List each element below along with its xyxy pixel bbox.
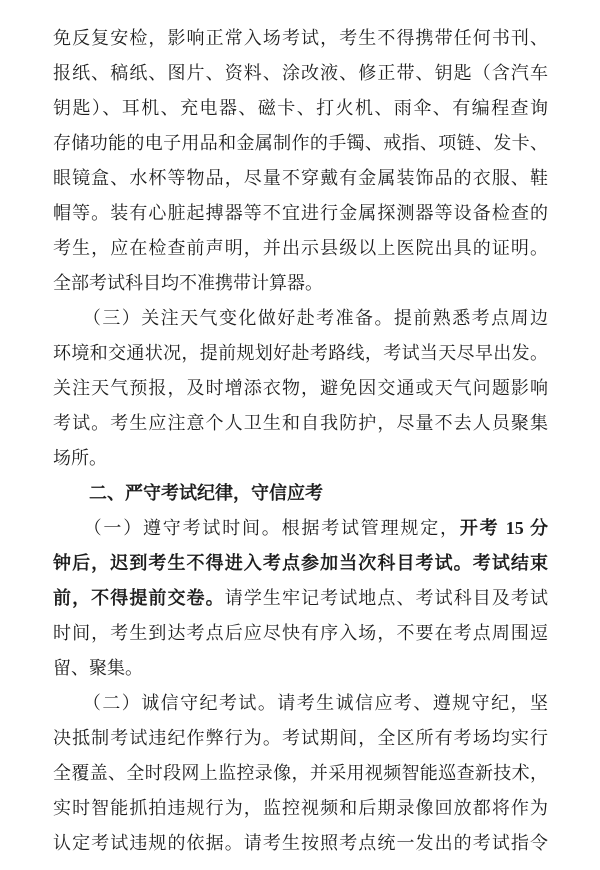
text-segment-bold: 二、严守考试纪律，守信应考: [53, 483, 323, 503]
text-segment: （三）关注天气变化做好赴考准备。提前熟悉考点周边: [53, 308, 548, 328]
text-segment: 全覆盖、全时段网上监控录像，并采用视频智能巡查新技术，: [53, 763, 548, 783]
text-segment: 关注天气预报，及时增添衣物，避免因交通或天气问题影响: [53, 378, 548, 398]
text-segment: 考生，应在检查前声明，并出示县级以上医院出具的证明。: [53, 238, 548, 258]
text-segment: 存储功能的电子用品和金属制作的手镯、戒指、项链、发卡、: [53, 133, 548, 153]
text-segment: 时间，考生到达考点后应尽快有序入场，不要在考点周围逗: [53, 623, 548, 643]
text-line: [53, 826, 548, 861]
text-segment: 免反复安检，影响正常入场考试，考生不得携带任何书刊、: [53, 28, 548, 48]
text-line: [53, 686, 548, 721]
text-line: [53, 546, 548, 581]
text-line: [53, 196, 548, 231]
text-line: [53, 161, 548, 196]
text-line: [53, 231, 548, 266]
text-segment: 场所。: [53, 448, 107, 468]
text-line: [53, 791, 548, 826]
text-line: [53, 721, 548, 756]
text-segment: 帽等。装有心脏起搏器等不宜进行金属探测器等设备检查的: [53, 203, 548, 223]
text-segment: 钥匙）、耳机、充电器、磁卡、打火机、雨伞、有编程查询: [53, 98, 548, 118]
text-line: [53, 336, 548, 371]
text-line: [53, 616, 548, 651]
text-line: [53, 266, 548, 301]
text-segment: 全部考试科目均不准携带计算器。: [53, 273, 323, 293]
text-line: [53, 756, 548, 791]
text-line: [53, 126, 548, 161]
text-segment: 考试。考生应注意个人卫生和自我防护，尽量不去人员聚集: [53, 413, 548, 433]
text-line: [53, 56, 548, 91]
text-line: [53, 21, 548, 56]
text-line: [53, 581, 548, 616]
text-segment: 认定考试违规的依据。请考生按照考点统一发出的考试指令: [53, 833, 548, 853]
text-line: [53, 371, 548, 406]
text-segment: 环境和交通状况，提前规划好赴考路线，考试当天尽早出发。: [53, 343, 548, 363]
text-segment-bold: 钟后，迟到考生不得进入考点参加当次科目考试。考试结束: [53, 553, 548, 573]
text-line: [53, 651, 548, 686]
text-segment: 实时智能抓拍违规行为，监控视频和后期录像回放都将作为: [53, 798, 548, 818]
text-line: [53, 91, 548, 126]
text-line: [53, 406, 548, 441]
text-line: [53, 441, 548, 476]
text-segment: 决抵制考试违纪作弊行为。考试期间，全区所有考场均实行: [53, 728, 548, 748]
text-segment: 请学生牢记考试地点、考试科目及考试: [224, 588, 548, 608]
text-segment-bold: 前，不得提前交卷。: [53, 588, 225, 608]
text-segment: （一）遵守考试时间。根据考试管理规定，: [53, 518, 460, 538]
text-line: [53, 511, 548, 546]
document-text-block: [53, 21, 548, 861]
text-segment: 报纸、稿纸、图片、资料、涂改液、修正带、钥匙（含汽车: [53, 63, 548, 83]
text-line: [53, 476, 548, 511]
text-segment: 眼镜盒、水杯等物品，尽量不穿戴有金属装饰品的衣服、鞋: [53, 168, 548, 188]
text-segment: 留、聚集。: [53, 658, 143, 678]
text-segment: （二）诚信守纪考试。请考生诚信应考、遵规守纪，坚: [53, 693, 548, 713]
text-segment-bold: 开考 15 分: [459, 518, 548, 538]
text-line: [53, 301, 548, 336]
